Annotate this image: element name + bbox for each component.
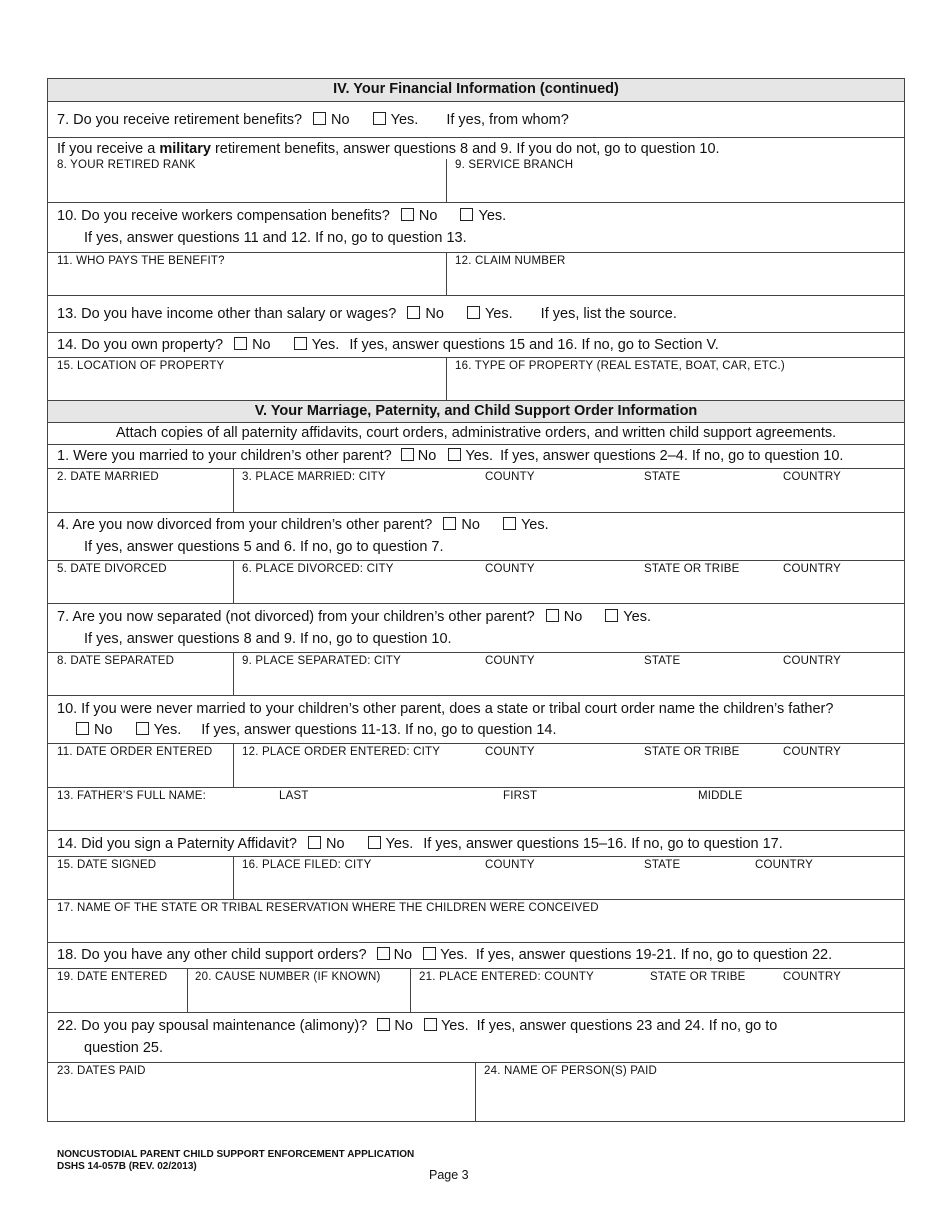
no-label: No [461,517,480,533]
question-followup: If yes, answer questions 11 and 12. If no, go to question 13. [84,230,467,246]
question-separated [48,603,904,652]
service-branch-label: 9. SERVICE BRANCH [455,159,574,171]
question-text: 10. If you were never married to your children’s other parent, does a state or tribal court order name the children’s father? [57,701,834,717]
note-bold: military [159,141,211,157]
court-order-no-checkbox[interactable] [76,722,89,735]
yes-label: Yes. [440,947,468,963]
spousal-no-checkbox[interactable] [377,1018,390,1031]
married-yes-checkbox[interactable] [448,448,461,461]
paternity-filed-row [48,856,904,899]
no-label: No [94,722,113,738]
place-separated-city-label: 9. PLACE SEPARATED: CITY [242,655,402,667]
question-followup: If yes, answer questions 23 and 24. If no, go to [476,1018,778,1034]
country-label: COUNTRY [783,971,842,983]
county-label: COUNTY [485,563,535,575]
country-label: COUNTRY [783,746,842,758]
yes-label: Yes. [623,609,651,625]
note-text: If you receive a [57,141,160,157]
property-row [48,357,904,400]
divorced-yes-checkbox[interactable] [503,517,516,530]
persons-paid-field[interactable] [475,1063,904,1121]
date-divorced-label: 5. DATE DIVORCED [57,563,167,575]
question-workers-comp [48,202,904,252]
form-id: DSHS 14-057B (REV. 02/2013) [57,1161,197,1172]
page-number: Page 3 [429,1168,469,1182]
section-v-header [48,400,904,422]
workers-comp-yes-checkbox[interactable] [460,208,473,221]
question-followup: If yes, answer questions 5 and 6. If no, go to question 7. [84,539,444,555]
property-location-label: 15. LOCATION OF PROPERTY [57,360,225,372]
place-divorced-city-label: 6. PLACE DIVORCED: CITY [242,563,394,575]
no-label: No [325,836,345,852]
date-entered-label: 19. DATE ENTERED [57,971,168,983]
attach-note [48,422,904,444]
father-name-row[interactable] [48,787,904,830]
county-label: COUNTY [485,859,535,871]
property-type-field[interactable] [446,358,904,400]
spousal-payment-row [48,1062,904,1121]
state-label: STATE [644,859,681,871]
persons-paid-label: 24. NAME OF PERSON(S) PAID [484,1065,658,1077]
yes-label: Yes. [484,306,513,322]
question-own-property [48,332,904,357]
divorced-no-checkbox[interactable] [443,517,456,530]
question-text: 7. Are you now separated (not divorced) from your children’s other parent? [57,609,535,625]
question-followup: If yes, answer questions 15 and 16. If no, go to Section V. [349,337,719,353]
county-label: COUNTY [485,655,535,667]
place-married-field[interactable] [233,469,904,512]
no-label: No [425,306,444,322]
question-text: 7. Do you receive retirement benefits? [57,112,303,128]
state-label: STATE [644,471,681,483]
place-divorced-field[interactable] [233,561,904,603]
retirement-no-checkbox[interactable] [313,112,326,125]
question-other-income [48,295,904,332]
date-married-label: 2. DATE MARRIED [57,471,159,483]
question-text: 4. Are you now divorced from your children’s other parent? [57,517,433,533]
no-label: No [331,112,350,128]
question-followup: If yes, list the source. [540,306,677,322]
state-or-tribe-label: STATE OR TRIBE [644,563,740,575]
other-orders-yes-checkbox[interactable] [423,947,436,960]
separated-yes-checkbox[interactable] [605,609,618,622]
other-orders-no-checkbox[interactable] [377,947,390,960]
yes-label: Yes. [385,836,414,852]
other-income-no-checkbox[interactable] [407,306,420,319]
yes-label: Yes. [465,448,494,464]
paternity-no-checkbox[interactable] [308,836,321,849]
question-followup-line2: question 25. [84,1040,164,1056]
country-label: COUNTRY [783,563,842,575]
question-text: 18. Do you have any other child support orders? [57,947,367,963]
claim-number-field[interactable] [446,253,904,295]
father-full-name-label: 13. FATHER’S FULL NAME: [57,790,207,802]
conception-state-field[interactable] [48,899,904,942]
yes-label: Yes. [478,208,507,224]
question-married [48,444,904,468]
benefit-payer-label: 11. WHO PAYS THE BENEFIT? [57,255,225,267]
question-followup: If yes, answer questions 19-21. If no, go to question 22. [475,947,833,963]
section-iv-header [48,79,904,101]
place-entered-field[interactable] [410,969,904,1012]
yes-label: Yes. [390,112,419,128]
property-type-label: 16. TYPE OF PROPERTY (REAL ESTATE, BOAT, CAR, ETC.) [455,360,785,372]
no-label: No [563,609,583,625]
question-followup: If yes, answer questions 15–16. If no, go to question 17. [423,836,783,852]
order-entered-row [48,743,904,787]
yes-label: Yes. [520,517,549,533]
question-text: 22. Do you pay spousal maintenance (alimony)? [57,1018,368,1034]
form-footer [57,1149,414,1173]
middle-name-label: MIDDLE [698,790,743,802]
no-label: No [393,947,413,963]
last-name-label: LAST [279,790,309,802]
country-label: COUNTRY [783,655,842,667]
state-or-tribe-label: STATE OR TRIBE [644,746,740,758]
place-order-entered-city-label: 12. PLACE ORDER ENTERED: CITY [242,746,441,758]
service-branch-field[interactable] [446,159,904,202]
section-iv-title: IV. Your Financial Information (continued) [333,81,619,97]
retirement-yes-checkbox[interactable] [373,112,386,125]
question-paternity-affidavit [48,830,904,856]
court-order-yes-checkbox[interactable] [136,722,149,735]
application-form [47,78,905,1122]
workers-comp-no-checkbox[interactable] [401,208,414,221]
question-text: 1. Were you married to your children’s other parent? [57,448,392,464]
question-court-order-father [48,695,904,743]
question-divorced [48,512,904,560]
question-text: 14. Did you sign a Paternity Affidavit? [57,836,297,852]
military-note [48,137,904,159]
yes-label: Yes. [440,1018,469,1034]
question-followup: If yes, answer questions 8 and 9. If no, go to question 10. [84,631,452,647]
benefit-payer-row [48,252,904,295]
conception-state-label: 17. NAME OF THE STATE OR TRIBAL RESERVATION WHERE THE CHILDREN WERE CONCEIVED [57,902,599,914]
attach-note-text: Attach copies of all paternity affidavits, court orders, administrative orders, and written child support agreements. [115,425,837,441]
question-followup: If yes, answer questions 11-13. If no, go to question 14. [201,722,557,738]
spousal-yes-checkbox[interactable] [424,1018,437,1031]
yes-label: Yes. [311,337,340,353]
date-separated-label: 8. DATE SEPARATED [57,655,175,667]
place-filed-city-label: 16. PLACE FILED: CITY [242,859,372,871]
separation-details-row [48,652,904,695]
date-order-entered-label: 11. DATE ORDER ENTERED [57,746,213,758]
cause-number-label: 20. CAUSE NUMBER (IF KNOWN) [195,971,381,983]
retired-rank-branch-row [48,159,904,202]
place-married-city-label: 3. PLACE MARRIED: CITY [242,471,386,483]
question-text: 14. Do you own property? [57,337,224,353]
paternity-yes-checkbox[interactable] [368,836,381,849]
county-label: COUNTY [485,471,535,483]
section-v-title: V. Your Marriage, Paternity, and Child Support Order Information [254,403,698,419]
question-other-orders [48,942,904,968]
no-label: No [394,1018,413,1034]
no-label: No [417,448,437,464]
own-property-no-checkbox[interactable] [234,337,247,350]
state-or-tribe-label: STATE OR TRIBE [650,971,746,983]
place-separated-field[interactable] [233,653,904,695]
county-label: COUNTY [485,746,535,758]
first-name-label: FIRST [503,790,538,802]
country-label: COUNTRY [783,471,842,483]
no-label: No [252,337,271,353]
place-order-entered-field[interactable] [233,744,904,787]
divorce-details-row [48,560,904,603]
retired-rank-label: 8. YOUR RETIRED RANK [57,159,196,171]
question-followup: If yes, from whom? [446,112,569,128]
place-filed-field[interactable] [233,857,904,899]
separated-no-checkbox[interactable] [546,609,559,622]
question-followup: If yes, answer questions 2–4. If no, go to question 10. [500,448,844,464]
own-property-yes-checkbox[interactable] [294,337,307,350]
no-label: No [418,208,438,224]
marriage-details-row [48,468,904,512]
claim-number-label: 12. CLAIM NUMBER [455,255,566,267]
place-entered-county-label: 21. PLACE ENTERED: COUNTY [419,971,594,983]
date-signed-label: 15. DATE SIGNED [57,859,157,871]
form-title: NONCUSTODIAL PARENT CHILD SUPPORT ENFORCEMENT APPLICATION [57,1149,415,1160]
yes-label: Yes. [153,722,182,738]
dates-paid-label: 23. DATES PAID [57,1065,146,1077]
question-spousal-maintenance [48,1012,904,1062]
question-retirement-benefits [48,101,904,137]
other-income-yes-checkbox[interactable] [467,306,480,319]
question-text: 13. Do you have income other than salary or wages? [57,306,397,322]
married-no-checkbox[interactable] [401,448,414,461]
country-label: COUNTRY [755,859,814,871]
other-order-details-row [48,968,904,1012]
question-text: 10. Do you receive workers compensation benefits? [57,208,390,224]
note-text: retirement benefits, answer questions 8 and 9. If you do not, go to question 10. [210,141,720,157]
state-label: STATE [644,655,681,667]
